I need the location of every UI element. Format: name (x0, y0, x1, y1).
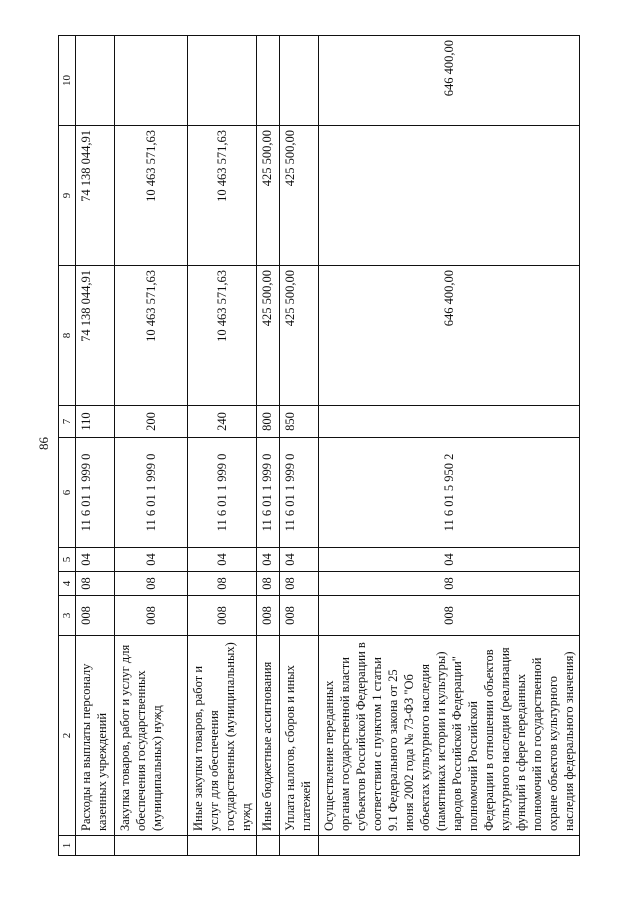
col-number-7: 7 (59, 406, 76, 438)
cell-amount: 74 138 044,91 (76, 266, 115, 406)
col-number-10: 10 (59, 36, 76, 126)
cell-expense-type: 850 (280, 406, 319, 438)
cell-col1 (115, 836, 188, 856)
cell-description: Осуществление переданных органам государственной власти субъектов Российской Федерации в соответствии с пунктом 1 статьи 9.1 Федерального закона от 25 июня 2002 года № 73-ФЗ "Об объектах культурного наследия (памятниках истории и культуры) народов Российской Федерации" полномочий Российской Федерации в отношении объектов культурного наследия (реализация функций в сфере переданных полномочий по государственной охране объектов культурного наследия федерального значения) (319, 636, 580, 836)
cell-subsection: 04 (319, 548, 580, 572)
cell-target-article: 11 6 01 1 999 0 (280, 438, 319, 548)
col-number-8: 8 (59, 266, 76, 406)
cell-expense-type (319, 406, 580, 438)
cell-amount-regional: 74 138 044,91 (76, 126, 115, 266)
cell-ministry-code: 008 (319, 596, 580, 636)
cell-target-article: 11 6 01 1 999 0 (76, 438, 115, 548)
cell-expense-type: 200 (115, 406, 188, 438)
cell-amount: 646 400,00 (319, 266, 580, 406)
cell-description: Закупка товаров, работ и услуг для обеспечения государственных (муниципальных) нужд (115, 636, 188, 836)
cell-amount-federal (188, 36, 257, 126)
cell-col1 (76, 836, 115, 856)
cell-col1 (257, 836, 280, 856)
cell-amount: 10 463 571,63 (188, 266, 257, 406)
table-row (280, 36, 319, 856)
cell-col1 (188, 836, 257, 856)
cell-expense-type: 240 (188, 406, 257, 438)
col-number-4: 4 (59, 572, 76, 596)
cell-section: 08 (188, 572, 257, 596)
cell-col1 (319, 836, 580, 856)
col-number-5: 5 (59, 548, 76, 572)
cell-section: 08 (319, 572, 580, 596)
cell-ministry-code: 008 (188, 596, 257, 636)
cell-amount-federal (115, 36, 188, 126)
col-number-3: 3 (59, 596, 76, 636)
cell-subsection: 04 (257, 548, 280, 572)
cell-expense-type: 110 (76, 406, 115, 438)
cell-amount-regional: 425 500,00 (280, 126, 319, 266)
cell-amount-federal: 646 400,00 (319, 36, 580, 126)
cell-amount: 425 500,00 (257, 266, 280, 406)
table-row (257, 36, 280, 856)
cell-amount-regional: 10 463 571,63 (115, 126, 188, 266)
cell-ministry-code: 008 (76, 596, 115, 636)
cell-description: Иные закупки товаров, работ и услуг для обеспечения государственных (муниципальных) нужд (188, 636, 257, 836)
cell-ministry-code: 008 (280, 596, 319, 636)
col-number-6: 6 (59, 438, 76, 548)
cell-amount-regional: 425 500,00 (257, 126, 280, 266)
cell-amount-regional (319, 126, 580, 266)
budget-table (58, 35, 580, 856)
table-row (319, 36, 580, 856)
cell-ministry-code: 008 (257, 596, 280, 636)
cell-target-article: 11 6 01 1 999 0 (257, 438, 280, 548)
col-number-9: 9 (59, 126, 76, 266)
cell-expense-type: 800 (257, 406, 280, 438)
cell-subsection: 04 (188, 548, 257, 572)
cell-description: Иные бюджетные ассигнования (257, 636, 280, 836)
cell-target-article: 11 6 01 5 950 2 (319, 438, 580, 548)
cell-subsection: 04 (280, 548, 319, 572)
cell-description: Расходы на выплаты персоналу казенных учреждений (76, 636, 115, 836)
cell-description: Уплата налогов, сборов и иных платежей (280, 636, 319, 836)
cell-subsection: 04 (76, 548, 115, 572)
table-row (188, 36, 257, 856)
cell-amount-federal (76, 36, 115, 126)
cell-amount: 425 500,00 (280, 266, 319, 406)
cell-section: 08 (257, 572, 280, 596)
cell-section: 08 (115, 572, 188, 596)
cell-section: 08 (280, 572, 319, 596)
page-number: 86 (36, 437, 51, 450)
col-number-2: 2 (59, 636, 76, 836)
col-number-1: 1 (59, 836, 76, 856)
table-row (115, 36, 188, 856)
budget-table-page (58, 36, 623, 856)
cell-amount-regional: 10 463 571,63 (188, 126, 257, 266)
cell-subsection: 04 (115, 548, 188, 572)
table-row (76, 36, 115, 856)
cell-amount-federal (280, 36, 319, 126)
cell-col1 (280, 836, 319, 856)
cell-target-article: 11 6 01 1 999 0 (188, 438, 257, 548)
cell-ministry-code: 008 (115, 596, 188, 636)
cell-section: 08 (76, 572, 115, 596)
cell-amount: 10 463 571,63 (115, 266, 188, 406)
column-number-row (59, 36, 76, 856)
cell-target-article: 11 6 01 1 999 0 (115, 438, 188, 548)
cell-amount-federal (257, 36, 280, 126)
